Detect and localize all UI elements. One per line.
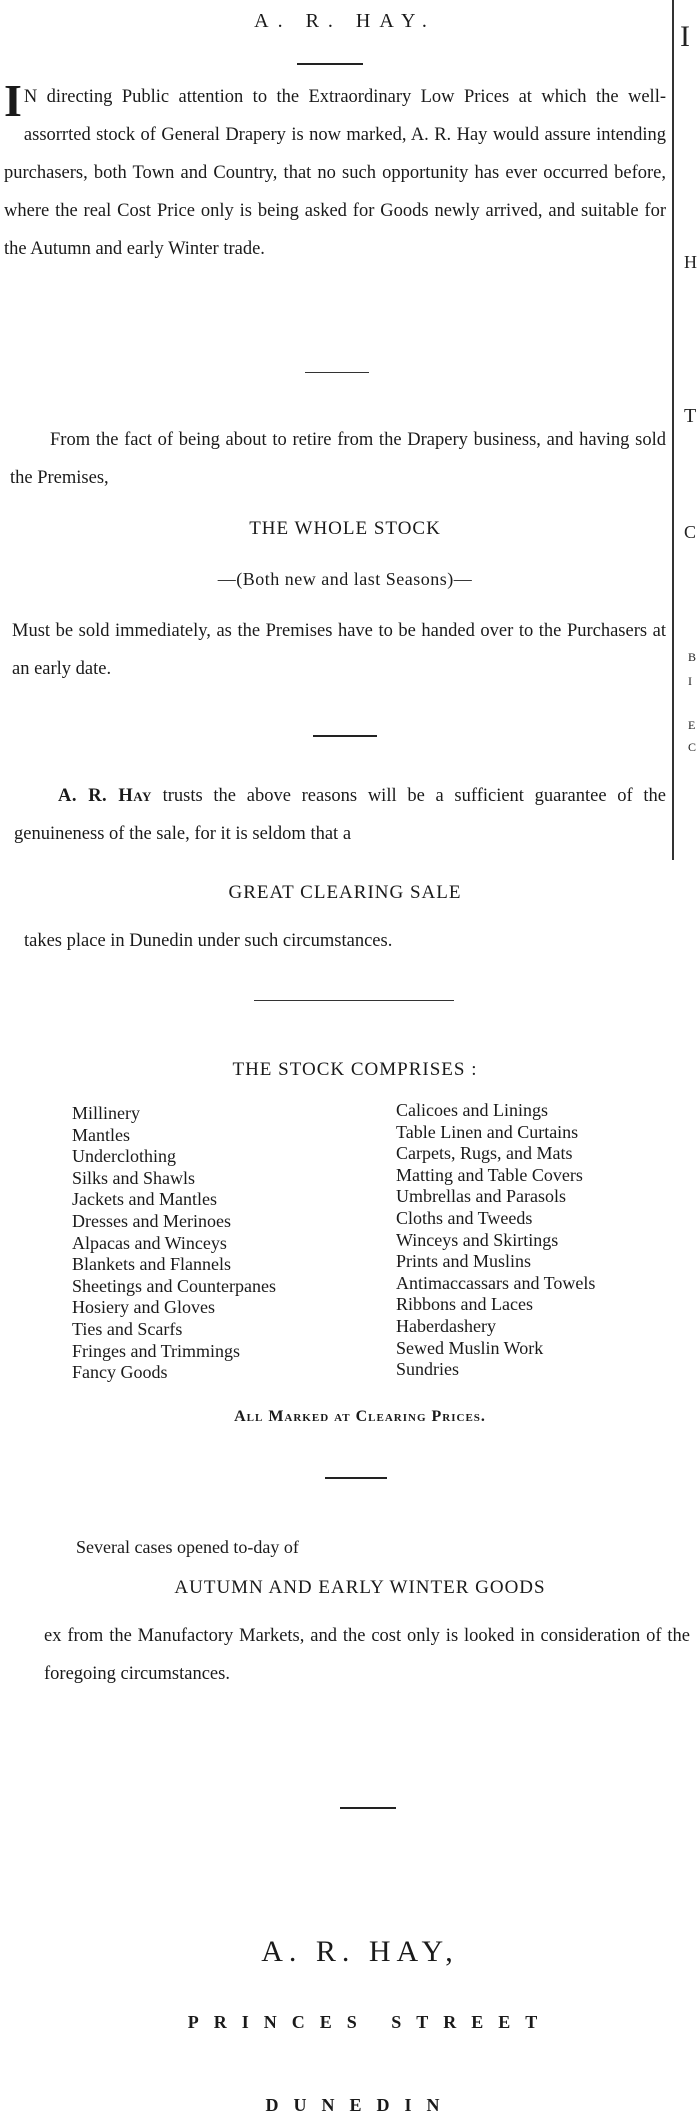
list-item: Carpets, Rugs, and Mats [396, 1143, 573, 1164]
advert-title: A. R. HAY. [254, 10, 436, 32]
footer-city: DUNEDIN [265, 2095, 455, 2115]
list-item: Sheetings and Counterpanes [72, 1275, 276, 1296]
intro-paragraph [4, 75, 666, 268]
list-item: Ribbons and Laces [396, 1294, 533, 1315]
retire-paragraph: From the fact of being about to retire from the Drapery business, and having sold the Premises, [10, 430, 666, 488]
list-item: Jackets and Mantles [72, 1189, 217, 1210]
list-item: Haberdashery [396, 1315, 496, 1336]
list-item: Prints and Muslins [396, 1251, 532, 1272]
list-item: Mantles [72, 1124, 130, 1145]
seasons-subheading: —(Both new and last Seasons)— [217, 569, 473, 589]
list-item: Winceys and Skirtings [396, 1229, 559, 1250]
intro-text: N directing Public attention to the Extraordinary Low Prices at which the well-assorrted stock of General Drapery is now marked, A. R. Hay would assure intending purchasers, both Town and Country, that no such opportunity has ever occurred before, where the real Cost Price only is being asked for Goods newly arrived, and suitable for the Autumn and early Winter trade. [4, 87, 666, 259]
list-item: Blankets and Flannels [72, 1254, 231, 1275]
list-item: Millinery [72, 1103, 140, 1123]
cases-opened-text: Several cases opened to-day of [76, 1537, 299, 1557]
guarantee-paragraph [14, 777, 666, 853]
list-item: Fringes and Trimmings [72, 1340, 241, 1361]
autumn-goods-heading: AUTUMN AND EARLY WINTER GOODS [174, 1577, 546, 1598]
divider [254, 1000, 454, 1001]
list-item: Table Linen and Curtains [396, 1121, 579, 1142]
footer-name: A. R. HAY, [261, 1935, 459, 1968]
column-edge-rule [672, 0, 674, 860]
list-item: Sundries [396, 1359, 459, 1380]
manufactory-paragraph: ex from the Manufactory Markets, and the cost only is looked in consideration of the foregoing circumstances. [44, 1626, 690, 1684]
clearing-prices-note: All Marked at Clearing Prices. [234, 1408, 486, 1425]
list-item: Ties and Scarfs [72, 1318, 183, 1339]
list-item: Fancy Goods [72, 1362, 168, 1383]
divider [297, 63, 363, 65]
stock-heading: THE STOCK COMPRISES : [232, 1059, 478, 1080]
guarantee-name: A. R. Hay [58, 786, 152, 806]
list-item: Hosiery and Gloves [72, 1297, 215, 1318]
list-item: Umbrellas and Parasols [396, 1186, 566, 1207]
edge-letter: C [684, 522, 697, 542]
stock-list-left [72, 1103, 276, 1384]
list-item: Alpacas and Winceys [72, 1232, 227, 1253]
divider [325, 1477, 387, 1479]
list-item: Underclothing [72, 1146, 176, 1167]
list-item: Matting and Table Covers [396, 1164, 583, 1185]
footer-street: PRINCES STREET [187, 2012, 553, 2032]
list-item: Calicoes and Linings [396, 1100, 548, 1120]
edge-letter: B [688, 650, 697, 664]
edge-letter: H [684, 252, 697, 272]
list-item: Cloths and Tweeds [396, 1207, 533, 1228]
whole-stock-heading: THE WHOLE STOCK [249, 518, 441, 539]
list-item: Antimaccassars and Towels [396, 1272, 596, 1293]
guarantee-text: trusts the above reasons will be a sufficient guarantee of the genuineness of the sale, for it is seldom that a [14, 786, 667, 844]
divider [313, 735, 377, 737]
edge-letter: T [684, 405, 697, 427]
drop-cap: I [4, 75, 22, 126]
stock-list-right [396, 1100, 595, 1381]
clearing-sale-followup: takes place in Dunedin under such circumstances. [24, 931, 393, 951]
edge-letter: I [680, 20, 690, 53]
divider [305, 372, 369, 373]
clearing-sale-heading: GREAT CLEARING SALE [228, 882, 462, 903]
edge-letter: E [688, 718, 696, 732]
list-item: Dresses and Merinoes [72, 1210, 231, 1231]
list-item: Silks and Shawls [72, 1167, 196, 1188]
list-item: Sewed Muslin Work [396, 1337, 544, 1358]
edge-letter: C [688, 740, 697, 754]
sold-immediately-paragraph: Must be sold immediately, as the Premises have to be handed over to the Purchasers at an early date. [12, 621, 666, 679]
edge-letter: I [688, 674, 692, 688]
divider [340, 1807, 396, 1809]
